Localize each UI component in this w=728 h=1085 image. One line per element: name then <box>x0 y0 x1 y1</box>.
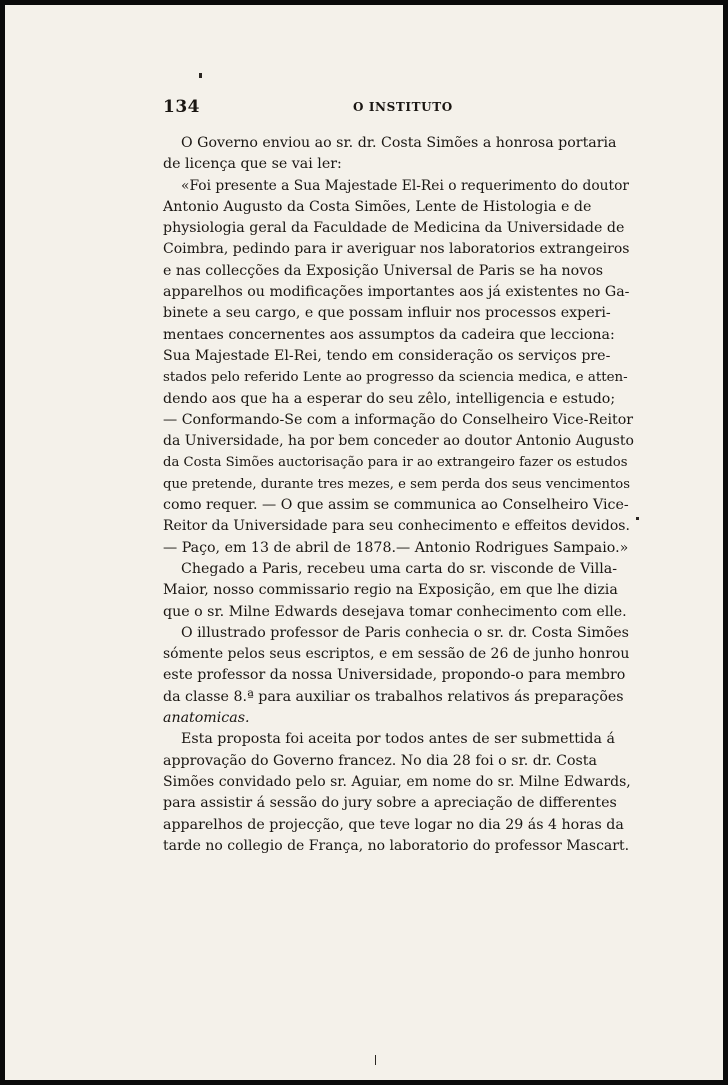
text-line: Esta proposta foi aceita por todos antes de ser submettida á <box>181 731 615 748</box>
text-line: — Paço, em 13 de abril de 1878.— Antonio Rodrigues Sampaio.» <box>163 539 629 556</box>
text-line: da classe 8.ª para auxiliar os trabalhos relativos ás preparações <box>163 688 624 705</box>
text-line: approvação do Governo francez. No dia 28 foi o sr. dr. Costa <box>163 752 597 769</box>
text-line: dendo aos que ha a esperar do seu zêlo, intelligencia e estudo; <box>163 390 616 407</box>
text-line: physiologia geral da Faculdade de Medicina da Universidade de <box>163 220 625 237</box>
text-line: Coimbra, pedindo para ir averiguar nos laboratorios extrangeiros <box>163 241 630 258</box>
page-number: 134 <box>163 97 200 117</box>
text-line: Antonio Augusto da Costa Simões, Lente de Histologia e de <box>163 198 592 215</box>
text-line: Chegado a Paris, recebeu uma carta do sr. visconde de Villa- <box>181 560 618 577</box>
text-line: de licença que se vai ler: <box>163 156 342 173</box>
text-line: apparelhos de projecção, que teve logar no dia 29 ás 4 horas da <box>163 816 624 833</box>
text-line: O illustrado professor de Paris conhecia o sr. dr. Costa Simões <box>181 624 629 641</box>
scanned-page <box>5 5 723 1080</box>
text-line: da Costa Simões auctorisação para ir ao extrangeiro fazer os estudos <box>163 455 628 471</box>
text-line: que pretende, durante tres mezes, e sem perda dos seus vencimentos <box>163 476 631 492</box>
text-line: tarde no collegio de França, no laboratorio do professor Mascart. <box>163 837 630 854</box>
text-line: binete a seu cargo, e que possam influir nos processos experi- <box>163 305 611 322</box>
text-line: como requer. — O que assim se communica ao Conselheiro Vice- <box>163 497 629 514</box>
body-text <box>163 133 633 857</box>
text-line: Sua Majestade El-Rei, tendo em consideração os serviços pre- <box>163 347 611 364</box>
text-line: stados pelo referido Lente ao progresso da sciencia medica, e atten- <box>163 370 628 386</box>
text-line: O Governo enviou ao sr. dr. Costa Simões a honrosa portaria <box>181 135 617 151</box>
text-line: e nas collecções da Exposição Universal de Paris se ha novos <box>163 262 604 279</box>
text-line: mentaes concernentes aos assumptos da cadeira que lecciona: <box>163 326 615 343</box>
page-header <box>163 97 633 119</box>
text-line: Reitor da Universidade para seu conhecimento e effeitos devidos. <box>163 518 630 535</box>
text-line: «Foi presente a Sua Majestade El-Rei o requerimento do doutor <box>181 177 629 194</box>
text-line: Maior, nosso commissario regio na Exposição, em que lhe dizia <box>163 582 618 599</box>
text-line: que o sr. Milne Edwards desejava tomar conhecimento com elle. <box>163 603 627 620</box>
ink-speck <box>375 1055 376 1065</box>
text-line: este professor da nossa Universidade, propondo-o para membro <box>163 667 626 684</box>
text-line: — Conformando-Se com a informação do Conselheiro Vice-Reitor <box>163 411 634 428</box>
text-line: apparelhos ou modificações importantes aos já existentes no Ga- <box>163 284 630 301</box>
ink-speck <box>636 517 639 520</box>
text-line: anatomicas. <box>163 710 250 727</box>
text-line: sómente pelos seus escriptos, e em sessão de 26 de junho honrou <box>163 646 630 663</box>
ink-speck <box>199 73 202 78</box>
running-title: O INSTITUTO <box>353 100 453 114</box>
text-line: para assistir á sessão do jury sobre a apreciação de differentes <box>163 795 617 812</box>
text-line: Simões convidado pelo sr. Aguiar, em nome do sr. Milne Edwards, <box>163 773 631 790</box>
text-line: da Universidade, ha por bem conceder ao doutor Antonio Augusto <box>163 433 634 450</box>
